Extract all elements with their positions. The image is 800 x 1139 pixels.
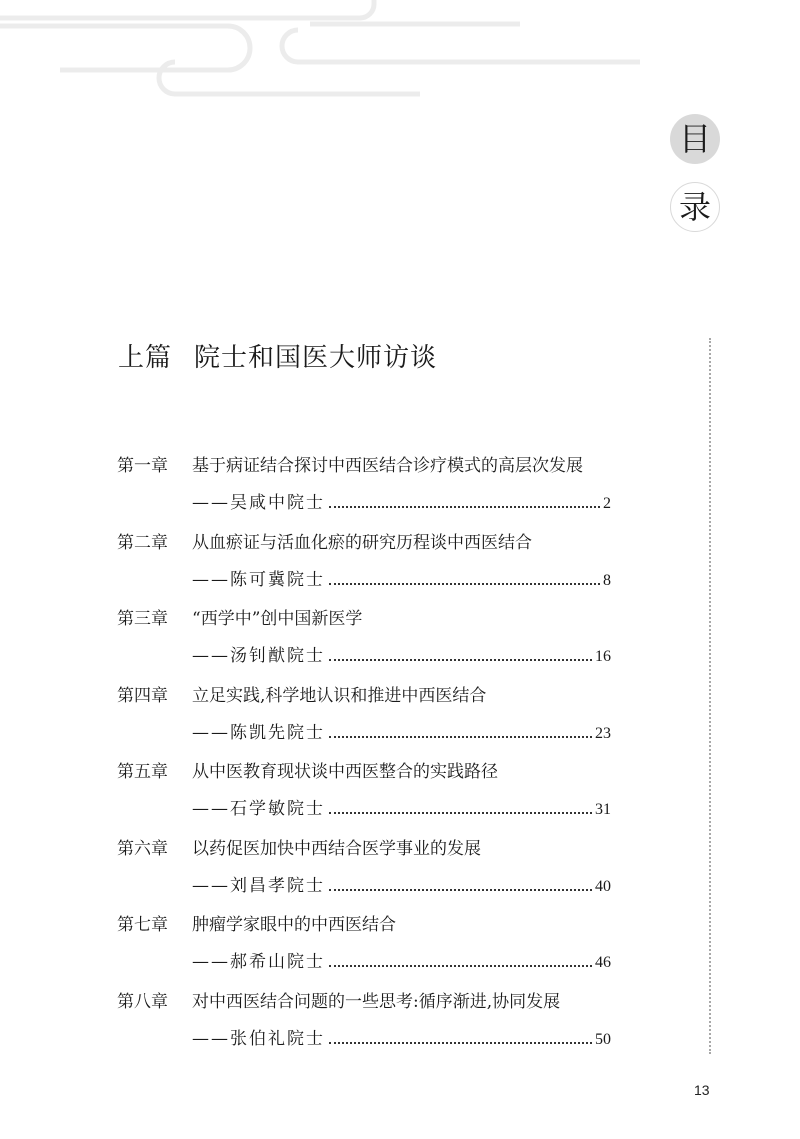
chapter-author: ——陈可冀院士 (192, 569, 325, 590)
chapter-title: 基于病证结合探讨中西医结合诊疗模式的高层次发展 (192, 456, 583, 476)
chapter-author: ——刘昌孝院士 (192, 875, 325, 896)
chapter-number: 第五章 (117, 762, 168, 782)
dot-leader (329, 965, 592, 967)
dot-leader (329, 812, 592, 814)
chapter-author: ——吴咸中院士 (192, 493, 325, 513)
dot-leader (329, 506, 600, 508)
chapter-title: 从血瘀证与活血化瘀的研究历程谈中西医结合 (192, 532, 532, 553)
dot-leader (329, 583, 600, 585)
part-number: 上篇 (118, 343, 173, 373)
chapter-number: 第四章 (117, 685, 168, 706)
chapter-number: 第六章 (117, 838, 168, 859)
chapter-number: 第七章 (117, 915, 168, 935)
chapter-author: ——张伯礼院士 (192, 1028, 325, 1049)
toc-entry[interactable] (117, 454, 611, 515)
toc-entry[interactable] (117, 837, 611, 898)
toc-entry[interactable] (117, 760, 611, 821)
dot-leader (329, 736, 592, 738)
chapter-title: “西学中”创中国新医学 (192, 609, 363, 629)
part-name: 院士和国医大师访谈 (194, 343, 438, 373)
page-number: 13 (694, 1082, 710, 1098)
dot-leader (329, 889, 592, 891)
toc-entry[interactable] (117, 684, 611, 745)
decorative-header-lines (0, 0, 800, 110)
chapter-author: ——陈凯先院士 (192, 722, 325, 743)
chapter-title: 对中西医结合问题的一些思考:循序渐进,协同发展 (192, 991, 561, 1012)
toc-entry[interactable] (117, 990, 611, 1051)
chapter-page: 23 (595, 724, 611, 742)
chapter-author: ——石学敏院士 (192, 799, 325, 819)
chapter-number: 第二章 (117, 532, 168, 553)
chapter-number: 第八章 (117, 991, 168, 1012)
chapter-page: 2 (603, 495, 611, 512)
toc-entry[interactable] (117, 531, 611, 592)
chapter-page: 50 (595, 1030, 611, 1048)
chapter-number: 第一章 (117, 456, 168, 476)
chapter-page: 8 (603, 571, 611, 589)
chapter-page: 16 (595, 648, 611, 665)
part-title (118, 337, 437, 374)
chapter-page: 31 (595, 801, 611, 818)
chapter-author: ——郝希山院士 (192, 952, 325, 972)
dot-leader (329, 1042, 592, 1044)
chapter-page: 40 (595, 877, 611, 895)
chapter-title: 立足实践,科学地认识和推进中西医结合 (192, 685, 487, 706)
toc-heading-char-1: 目 (670, 114, 720, 164)
chapter-title: 以药促医加快中西结合医学事业的发展 (192, 838, 481, 859)
chapter-number: 第三章 (117, 609, 168, 629)
chapter-page: 46 (595, 954, 611, 971)
chapter-author: ——汤钊猷院士 (192, 646, 325, 666)
toc-heading-char-2: 录 (670, 182, 720, 232)
toc-entry[interactable] (117, 607, 611, 668)
dot-leader (329, 659, 592, 661)
dotted-margin-rule (709, 338, 711, 1054)
chapter-title: 从中医教育现状谈中西医整合的实践路径 (192, 762, 498, 782)
toc-entry[interactable] (117, 913, 611, 974)
chapter-title: 肿瘤学家眼中的中西医结合 (192, 915, 396, 935)
